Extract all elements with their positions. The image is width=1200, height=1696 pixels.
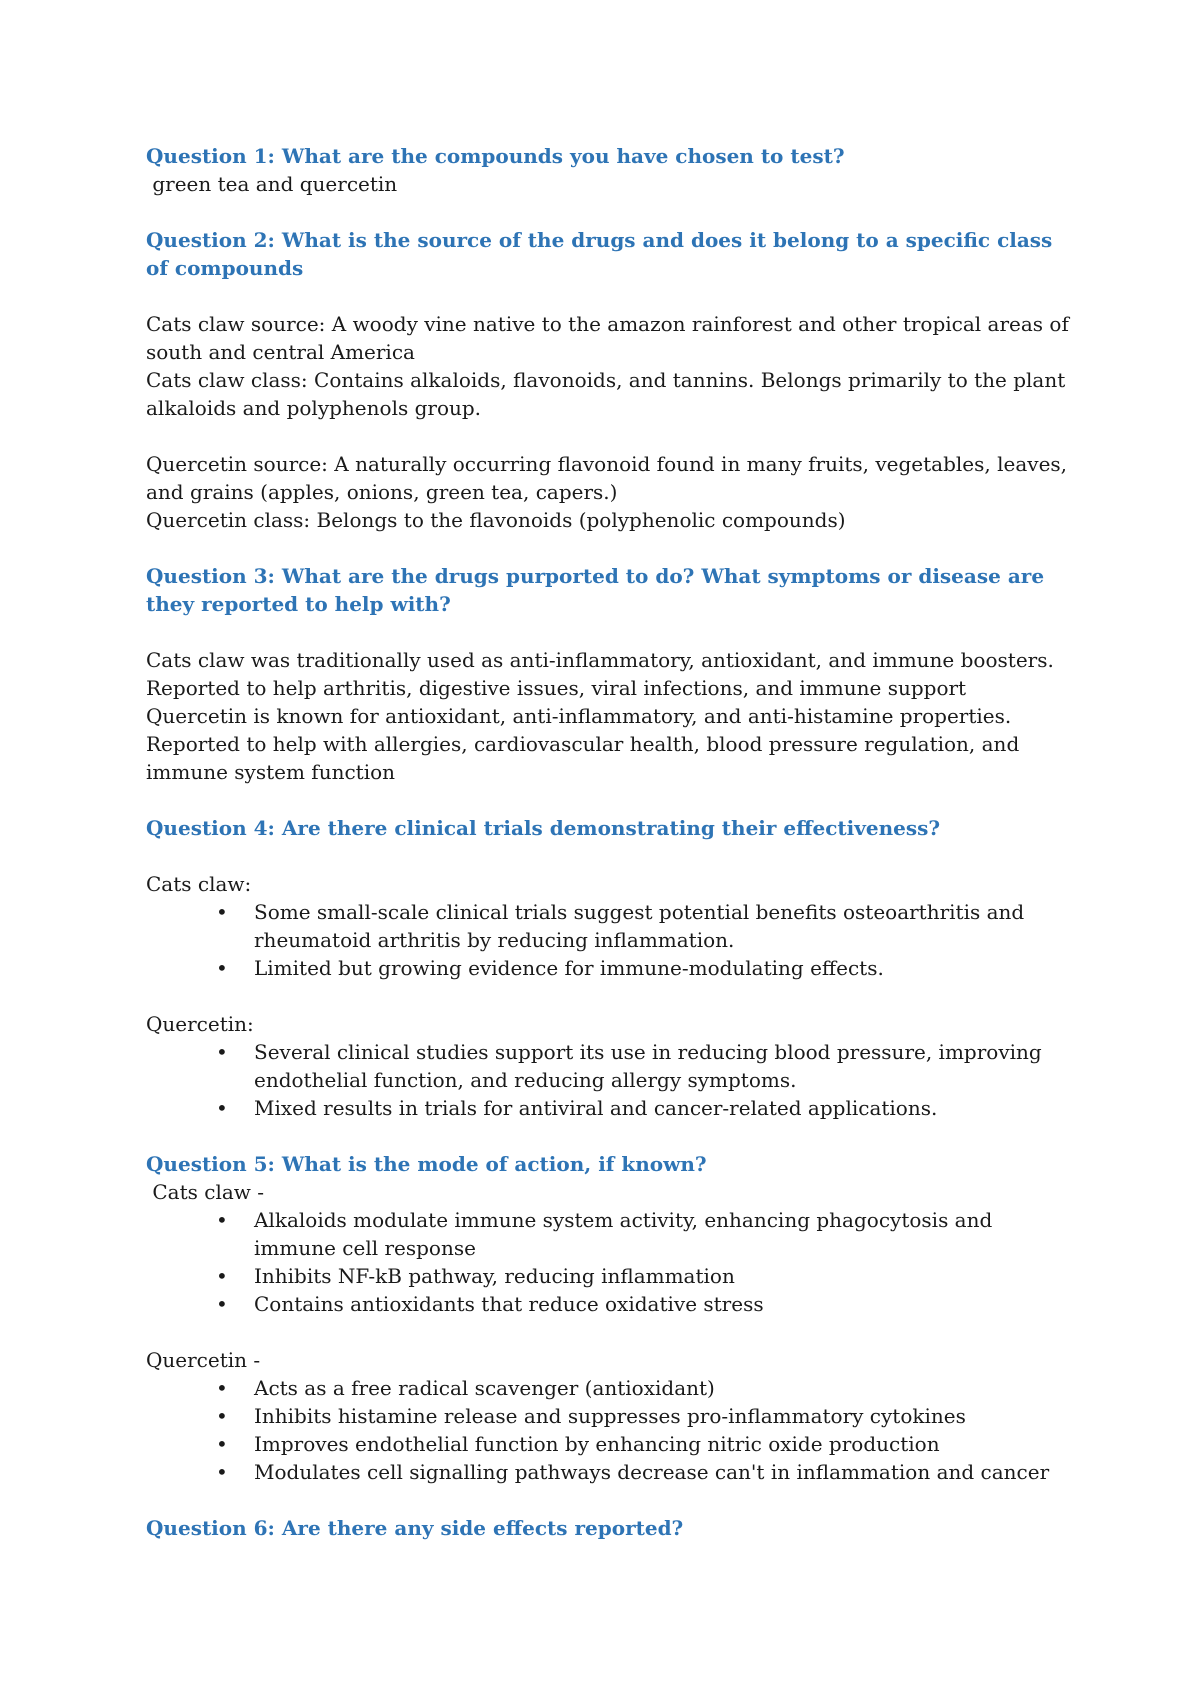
list-item (146, 1430, 1076, 1458)
question-2-heading: Question 2: What is the source of the drugs and does it belong to a specific class of compounds (146, 228, 1053, 280)
quercetin-label: Quercetin - (146, 1348, 261, 1372)
list-item (146, 1402, 1076, 1430)
list-item-text: Several clinical studies support its use in reducing blood pressure, improving endothelial function, and reducing allergy symptoms. (254, 1040, 1042, 1092)
quercetin-trials-list (146, 1038, 1076, 1122)
cats-claw-class: Cats claw class: Contains alkaloids, flavonoids, and tannins. Belongs primarily to the plant alkaloids and polyphenols group. (146, 368, 1066, 420)
bullet-icon: • (216, 900, 228, 924)
question-1-answer: green tea and quercetin (146, 172, 398, 196)
list-item-text: Contains antioxidants that reduce oxidative stress (254, 1292, 764, 1316)
bullet-icon: • (216, 1264, 228, 1288)
list-item-text: Mixed results in trials for antiviral and cancer-related applications. (254, 1096, 938, 1120)
bullet-icon: • (216, 1096, 228, 1120)
question-5-heading: Question 5: What is the mode of action, if known? (146, 1152, 707, 1176)
question-3-line: Reported to help arthritis, digestive issues, viral infections, and immune support (146, 676, 967, 700)
question-4-heading: Question 4: Are there clinical trials demonstrating their effectiveness? (146, 816, 941, 840)
list-item (146, 1374, 1076, 1402)
list-item (146, 1038, 1076, 1094)
cats-claw-label: Cats claw: (146, 872, 252, 896)
list-item-text: Alkaloids modulate immune system activity, enhancing phagocytosis and immune cell response (254, 1208, 993, 1260)
list-item-text: Improves endothelial function by enhancing nitric oxide production (254, 1432, 940, 1456)
list-item-text: Inhibits histamine release and suppresses pro-inflammatory cytokines (254, 1404, 966, 1428)
question-6-heading: Question 6: Are there any side effects reported? (146, 1516, 684, 1540)
list-item (146, 1290, 1076, 1318)
bullet-icon: • (216, 1208, 228, 1232)
list-item (146, 1458, 1076, 1486)
cats-claw-trials-list (146, 898, 1076, 982)
cats-claw-action-list (146, 1206, 1076, 1318)
list-item-text: Acts as a free radical scavenger (antioxidant) (254, 1376, 715, 1400)
list-item (146, 1094, 1076, 1122)
question-3-heading: Question 3: What are the drugs purported to do? What symptoms or disease are they reported to help with? (146, 564, 1045, 616)
list-item (146, 1262, 1076, 1290)
bullet-icon: • (216, 956, 228, 980)
list-item (146, 898, 1076, 954)
list-item (146, 954, 1076, 982)
cats-claw-source: Cats claw source: A woody vine native to the amazon rainforest and other tropical areas of south and central America (146, 312, 1069, 364)
bullet-icon: • (216, 1404, 228, 1428)
list-item-text: Modulates cell signalling pathways decrease can't in inflammation and cancer (254, 1460, 1050, 1484)
cats-claw-label: Cats claw - (146, 1180, 264, 1204)
bullet-icon: • (216, 1432, 228, 1456)
list-item (146, 1206, 1076, 1262)
question-3-line: Quercetin is known for antioxidant, anti-inflammatory, and anti-histamine properties. (146, 704, 1012, 728)
document-body (146, 142, 1076, 1542)
question-3-line: Reported to help with allergies, cardiovascular health, blood pressure regulation, and immune system function (146, 732, 1020, 784)
bullet-icon: • (216, 1292, 228, 1316)
list-item-text: Inhibits NF-kB pathway, reducing inflammation (254, 1264, 735, 1288)
quercetin-action-list (146, 1374, 1076, 1486)
bullet-icon: • (216, 1376, 228, 1400)
quercetin-source: Quercetin source: A naturally occurring flavonoid found in many fruits, vegetables, leaves, and grains (apples, onions, green tea, capers.) (146, 452, 1068, 504)
bullet-icon: • (216, 1460, 228, 1484)
question-1-heading: Question 1: What are the compounds you have chosen to test? (146, 144, 845, 168)
list-item-text: Limited but growing evidence for immune-modulating effects. (254, 956, 884, 980)
quercetin-class: Quercetin class: Belongs to the flavonoids (polyphenolic compounds) (146, 508, 846, 532)
question-3-line: Cats claw was traditionally used as anti-inflammatory, antioxidant, and immune boosters. (146, 648, 1054, 672)
bullet-icon: • (216, 1040, 228, 1064)
list-item-text: Some small-scale clinical trials suggest potential benefits osteoarthritis and rheumatoid arthritis by reducing inflammation. (254, 900, 1025, 952)
quercetin-label: Quercetin: (146, 1012, 254, 1036)
